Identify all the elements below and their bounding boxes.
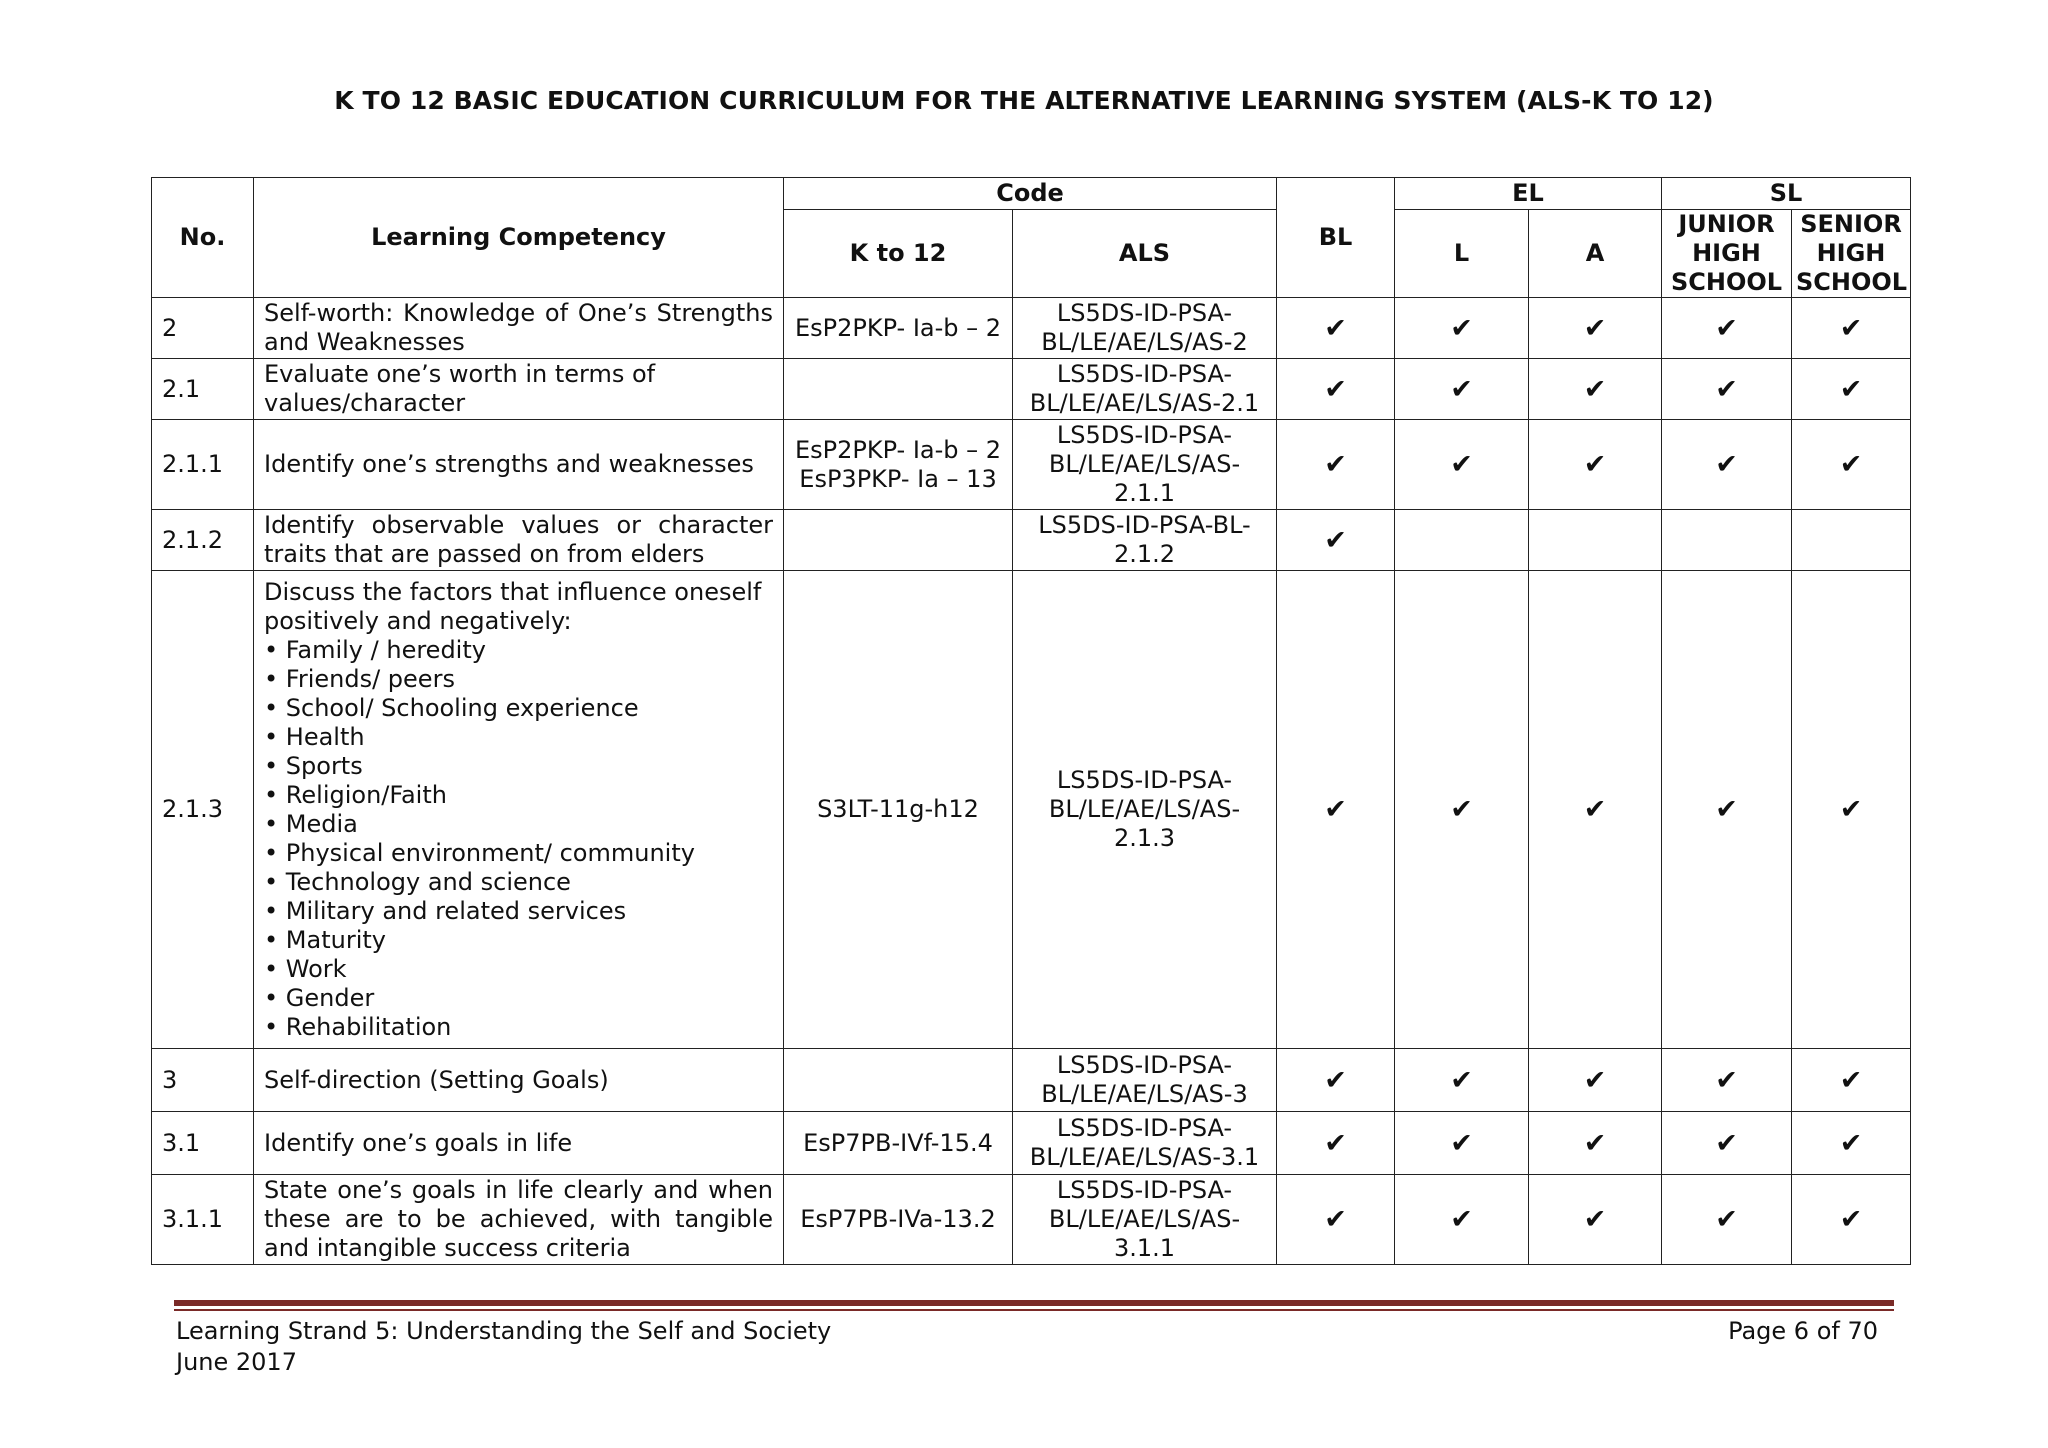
header-junior-high-school bbox=[1662, 210, 1792, 298]
check-icon: ✔ bbox=[1529, 1049, 1662, 1112]
check-icon: ✔ bbox=[1277, 420, 1395, 510]
row-competency-with-list bbox=[254, 571, 784, 1049]
check-icon: ✔ bbox=[1792, 571, 1911, 1049]
row-competency: Self-worth: Knowledge of One’s Strengths and Weaknesses bbox=[254, 298, 784, 359]
row-als-code: LS5DS-ID-PSA-BL/LE/AE/LS/AS-3.1.1 bbox=[1013, 1175, 1277, 1265]
check-icon: ✔ bbox=[1529, 571, 1662, 1049]
check-icon: ✔ bbox=[1529, 359, 1662, 420]
list-item: • Maturity bbox=[264, 925, 386, 954]
footer-divider bbox=[174, 1300, 1894, 1306]
check-icon: ✔ bbox=[1529, 1175, 1662, 1265]
k12-code-line: EsP3PKP- Ia – 13 bbox=[799, 464, 997, 493]
row-competency: Identify observable values or character traits that are passed on from elders bbox=[254, 510, 784, 571]
row-number: 2.1.3 bbox=[152, 571, 254, 1049]
table-row bbox=[152, 1049, 1911, 1112]
row-competency: State one’s goals in life clearly and when these are to be achieved, with tangible and intangible success criteria bbox=[254, 1175, 784, 1265]
check-icon: ✔ bbox=[1792, 359, 1911, 420]
header-no: No. bbox=[152, 178, 254, 298]
check-icon: ✔ bbox=[1277, 1049, 1395, 1112]
table-row bbox=[152, 1112, 1911, 1175]
header-sl: SL bbox=[1662, 178, 1911, 210]
row-competency: Identify one’s goals in life bbox=[254, 1112, 784, 1175]
footer-divider-thin bbox=[174, 1309, 1894, 1311]
footer-strand: Learning Strand 5: Understanding the Self and Society bbox=[176, 1317, 832, 1345]
factor-list bbox=[264, 636, 773, 1042]
row-k12-code: EsP7PB-IVf-15.4 bbox=[784, 1112, 1013, 1175]
list-item: • Health bbox=[264, 722, 365, 751]
table-row bbox=[152, 420, 1911, 510]
table-row bbox=[152, 359, 1911, 420]
list-item: • Physical environment/ community bbox=[264, 838, 695, 867]
check-icon: ✔ bbox=[1792, 1112, 1911, 1175]
row-als-code: LS5DS-ID-PSA-BL/LE/AE/LS/AS-2 bbox=[1013, 298, 1277, 359]
header-senior-high-school bbox=[1792, 210, 1911, 298]
row-als-code: LS5DS-ID-PSA-BL-2.1.2 bbox=[1013, 510, 1277, 571]
table-row bbox=[152, 298, 1911, 359]
footer-left bbox=[176, 1316, 831, 1378]
page-number: Page 6 of 70 bbox=[1728, 1317, 1878, 1345]
row-competency: Discuss the factors that influence oneself positively and negatively: bbox=[264, 577, 762, 635]
check-icon: ✔ bbox=[1662, 1049, 1792, 1112]
check-icon: ✔ bbox=[1792, 420, 1911, 510]
check-icon: ✔ bbox=[1529, 1112, 1662, 1175]
header-el: EL bbox=[1395, 178, 1662, 210]
check-icon: ✔ bbox=[1662, 571, 1792, 1049]
row-k12-code bbox=[784, 510, 1013, 571]
empty-cell bbox=[1395, 510, 1529, 571]
header-k-to-12: K to 12 bbox=[784, 210, 1013, 298]
table-row bbox=[152, 1175, 1911, 1265]
check-icon: ✔ bbox=[1662, 1112, 1792, 1175]
list-item: • Rehabilitation bbox=[264, 1012, 452, 1041]
row-als-code: LS5DS-ID-PSA-BL/LE/AE/LS/AS-2.1 bbox=[1013, 359, 1277, 420]
check-icon: ✔ bbox=[1792, 298, 1911, 359]
list-item: • Work bbox=[264, 954, 347, 983]
curriculum-table bbox=[151, 177, 1911, 1265]
check-icon: ✔ bbox=[1277, 1112, 1395, 1175]
check-icon: ✔ bbox=[1792, 1175, 1911, 1265]
row-competency: Identify one’s strengths and weaknesses bbox=[254, 420, 784, 510]
check-icon: ✔ bbox=[1529, 420, 1662, 510]
list-item: • School/ Schooling experience bbox=[264, 693, 639, 722]
row-als-code: LS5DS-ID-PSA-BL/LE/AE/LS/AS-3 bbox=[1013, 1049, 1277, 1112]
empty-cell bbox=[1529, 510, 1662, 571]
header-bl: BL bbox=[1277, 178, 1395, 298]
check-icon: ✔ bbox=[1277, 359, 1395, 420]
check-icon: ✔ bbox=[1662, 1175, 1792, 1265]
list-item: • Religion/Faith bbox=[264, 780, 447, 809]
header-jhs-line: SCHOOL bbox=[1670, 268, 1783, 296]
table-row bbox=[152, 510, 1911, 571]
row-als-code: LS5DS-ID-PSA-BL/LE/AE/LS/AS-3.1 bbox=[1013, 1112, 1277, 1175]
list-item: • Media bbox=[264, 809, 358, 838]
list-item: • Friends/ peers bbox=[264, 664, 455, 693]
header-shs-line: SCHOOL bbox=[1796, 268, 1908, 296]
list-item: • Technology and science bbox=[264, 867, 571, 896]
check-icon: ✔ bbox=[1395, 571, 1529, 1049]
list-item: • Sports bbox=[264, 751, 363, 780]
list-item: • Gender bbox=[264, 983, 375, 1012]
header-shs-line: HIGH bbox=[1816, 239, 1886, 267]
row-number: 2 bbox=[152, 298, 254, 359]
k12-code-line: EsP2PKP- Ia-b – 2 bbox=[794, 435, 1002, 464]
check-icon: ✔ bbox=[1277, 298, 1395, 359]
list-item: • Military and related services bbox=[264, 896, 627, 925]
row-als-code: LS5DS-ID-PSA-BL/LE/AE/LS/AS-2.1.1 bbox=[1013, 420, 1277, 510]
header-shs-line: SENIOR bbox=[1800, 210, 1902, 238]
check-icon: ✔ bbox=[1662, 298, 1792, 359]
row-k12-code bbox=[784, 1049, 1013, 1112]
row-k12-code bbox=[784, 359, 1013, 420]
header-als: ALS bbox=[1013, 210, 1277, 298]
row-number: 2.1 bbox=[152, 359, 254, 420]
check-icon: ✔ bbox=[1662, 420, 1792, 510]
check-icon: ✔ bbox=[1395, 1049, 1529, 1112]
header-code: Code bbox=[784, 178, 1277, 210]
check-icon: ✔ bbox=[1529, 298, 1662, 359]
row-k12-code: S3LT-11g-h12 bbox=[784, 571, 1013, 1049]
check-icon: ✔ bbox=[1277, 571, 1395, 1049]
header-a: A bbox=[1529, 210, 1662, 298]
row-competency: Self-direction (Setting Goals) bbox=[254, 1049, 784, 1112]
empty-cell bbox=[1792, 510, 1911, 571]
check-icon: ✔ bbox=[1277, 1175, 1395, 1265]
empty-cell bbox=[1662, 510, 1792, 571]
row-k12-code: EsP7PB-IVa-13.2 bbox=[784, 1175, 1013, 1265]
footer-date: June 2017 bbox=[176, 1348, 297, 1376]
check-icon: ✔ bbox=[1395, 298, 1529, 359]
check-icon: ✔ bbox=[1662, 359, 1792, 420]
check-icon: ✔ bbox=[1395, 1175, 1529, 1265]
header-row-top bbox=[152, 178, 1911, 210]
check-icon: ✔ bbox=[1395, 1112, 1529, 1175]
row-number: 2.1.2 bbox=[152, 510, 254, 571]
list-item: • Family / heredity bbox=[264, 635, 486, 664]
row-number: 3.1.1 bbox=[152, 1175, 254, 1265]
header-learning-competency: Learning Competency bbox=[254, 178, 784, 298]
header-l: L bbox=[1395, 210, 1529, 298]
row-competency: Evaluate one’s worth in terms of values/character bbox=[254, 359, 784, 420]
check-icon: ✔ bbox=[1395, 359, 1529, 420]
table-row bbox=[152, 571, 1911, 1049]
row-als-code: LS5DS-ID-PSA-BL/LE/AE/LS/AS-2.1.3 bbox=[1013, 571, 1277, 1049]
row-k12-code bbox=[784, 420, 1013, 510]
header-jhs-line: HIGH bbox=[1692, 239, 1761, 267]
check-icon: ✔ bbox=[1277, 510, 1395, 571]
row-number: 3.1 bbox=[152, 1112, 254, 1175]
row-number: 3 bbox=[152, 1049, 254, 1112]
document-title: K TO 12 BASIC EDUCATION CURRICULUM FOR THE ALTERNATIVE LEARNING SYSTEM (ALS-K TO 12) bbox=[334, 86, 1714, 115]
check-icon: ✔ bbox=[1395, 420, 1529, 510]
row-number: 2.1.1 bbox=[152, 420, 254, 510]
row-k12-code: EsP2PKP- Ia-b – 2 bbox=[784, 298, 1013, 359]
check-icon: ✔ bbox=[1792, 1049, 1911, 1112]
header-jhs-line: JUNIOR bbox=[1678, 210, 1775, 238]
